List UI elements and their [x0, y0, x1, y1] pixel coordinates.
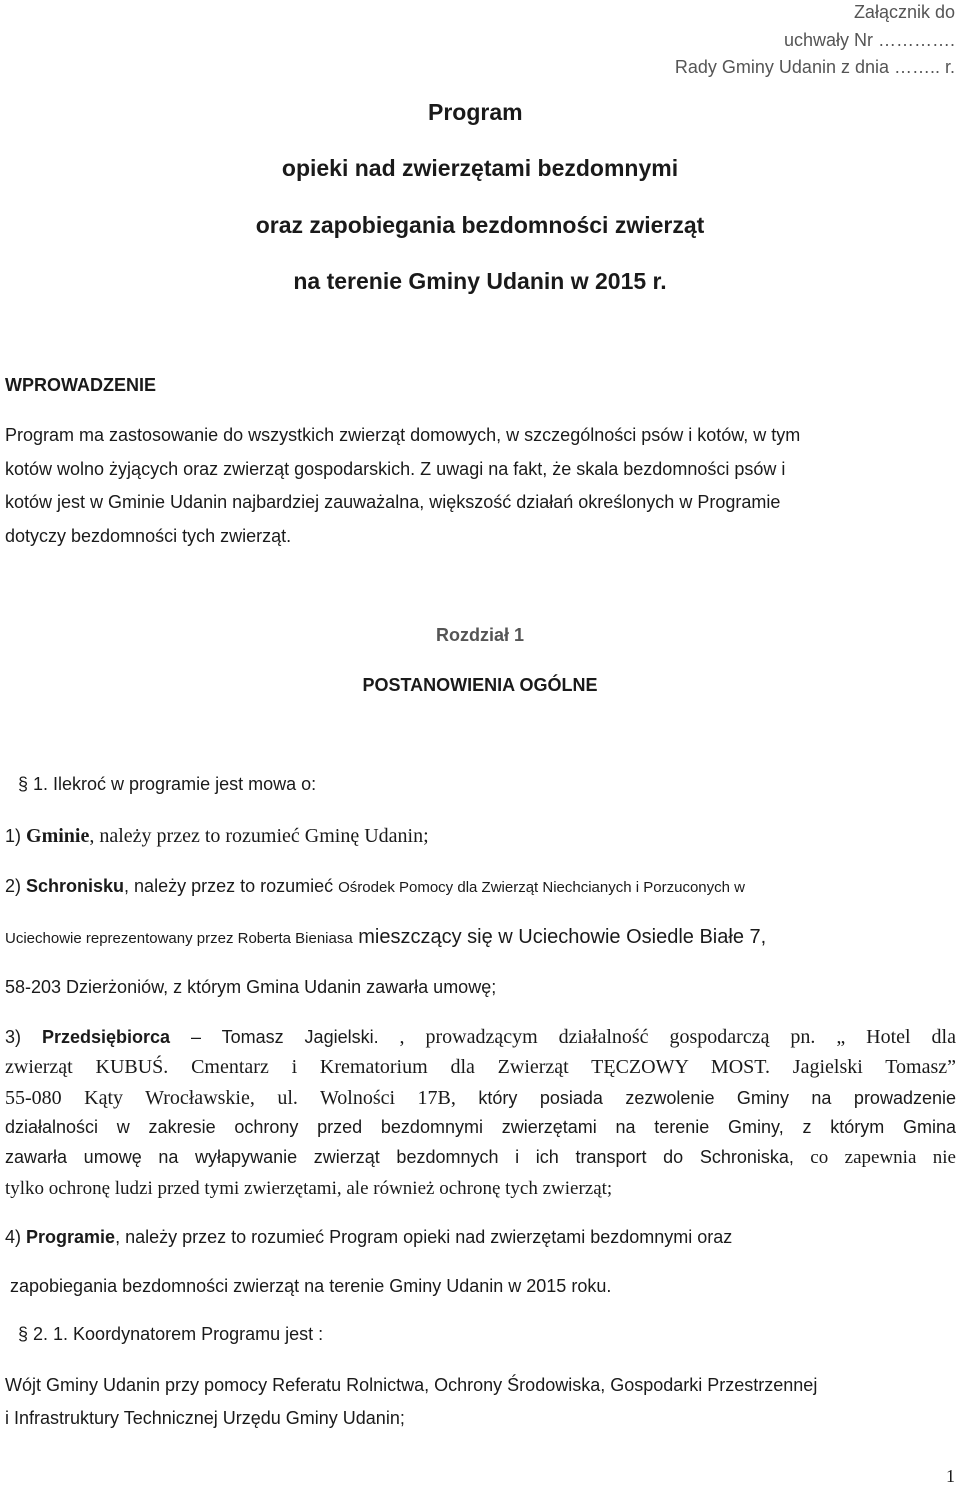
definition-3-line-4: działalności w zakresie ochrony przed bezdomnymi zwierzętami na terenie Gminy, z którym Gmina — [5, 1117, 956, 1137]
definition-2-address: mieszczący się w Uciechowie Osiedle Białe 7, — [352, 926, 767, 948]
definition-2 — [5, 876, 745, 897]
attachment-line-1: Załącznik do — [853, 2, 955, 22]
definition-3-term: Przedsiębiorca — [41, 1027, 171, 1047]
attachment-line-3: Rady Gminy Udanin z dnia …….. r. — [674, 57, 955, 77]
definition-2-line-3: 58-203 Dzierżoniów, z którym Gmina Udanin zawarła umowę; — [5, 977, 497, 997]
definition-4-text: , należy przez to rozumieć Program opieki nad zwierzętami bezdomnymi oraz — [115, 1227, 733, 1247]
title-line-2: opieki nad zwierzętami bezdomnymi — [281, 155, 679, 181]
definition-3-number: 3) — [5, 1027, 42, 1047]
definition-3-contract: zawarła umowę na wyłapywanie zwierząt bezdomnych i ich transport do Schroniska, — [5, 1147, 794, 1167]
definition-4 — [5, 1227, 732, 1248]
definition-3-business: , prowadzącym działalność gospodarczą pn. „ Hotel dla — [378, 1026, 956, 1048]
intro-line-3: kotów jest w Gminie Udanin najbardziej zauważalna, większość działań określonych w Programie — [5, 492, 781, 512]
definition-2-shelter-rep: Uciechowie reprezentowany przez Roberta Bieniasa — [5, 930, 353, 947]
intro-line-2: kotów wolno żyjących oraz zwierząt gospodarskich. Z uwagi na fakt, że skala bezdomności psów i — [5, 459, 786, 479]
definition-4-line-2: zapobiegania bezdomności zwierząt na terenie Gminy Udanin w 2015 roku. — [5, 1276, 612, 1296]
chapter-title: POSTANOWIENIA OGÓLNE — [362, 675, 598, 695]
definition-4-number: 4) — [5, 1227, 27, 1247]
title-program: Program — [428, 99, 523, 125]
intro-line-4: dotyczy bezdomności tych zwierząt. — [5, 526, 292, 546]
paragraph-2-intro: § 2. 1. Koordynatorem Programu jest : — [18, 1324, 324, 1344]
definition-3-permit: który posiada zezwolenie Gminy na prowadzenie — [455, 1088, 956, 1108]
page-number: 1 — [946, 1466, 955, 1486]
definition-1-text: , należy przez to rozumieć Gminę Udanin; — [89, 825, 429, 847]
title-line-3: oraz zapobiegania bezdomności zwierząt — [255, 212, 705, 238]
definition-3-address: 55-080 Kąty Wrocławskie, ul. Wolności 17B, — [5, 1087, 456, 1109]
definition-4-term: Programie — [26, 1227, 116, 1247]
definition-3 — [5, 1026, 956, 1049]
definition-3-line-2: zwierząt KUBUŚ. Cmentarz i Krematorium dla Zwierząt TĘCZOWY MOST. Jagielski Tomasz” — [5, 1056, 956, 1078]
title-line-4: na terenie Gminy Udanin w 2015 r. — [293, 268, 667, 294]
paragraph-1-intro: § 1. Ilekroć w programie jest mowa o: — [18, 774, 317, 794]
definition-3-protection: co zapewnia nie — [793, 1147, 956, 1168]
attachment-line-2: uchwały Nr …………. — [783, 30, 955, 50]
definition-3-line-3 — [5, 1087, 956, 1110]
definition-2-line-2 — [5, 926, 766, 949]
definition-1-term: Gminie — [26, 825, 90, 847]
definition-1-number: 1) — [5, 826, 27, 846]
definition-2-number: 2) — [5, 876, 27, 896]
definition-2-shelter-name: Ośrodek Pomocy dla Zwierząt Niechcianych i Porzuconych w — [338, 879, 745, 896]
definition-3-line-5 — [5, 1147, 956, 1169]
paragraph-2-line-1: Wójt Gminy Udanin przy pomocy Referatu Rolnictwa, Ochrony Środowiska, Gospodarki Przestrzennej — [5, 1375, 818, 1395]
intro-heading: WPROWADZENIE — [5, 375, 156, 395]
definition-1 — [5, 825, 429, 848]
definition-3-line-6: tylko ochronę ludzi przed tymi zwierzętami, ale również ochronę tych zwierząt; — [5, 1178, 613, 1199]
paragraph-2-line-2: i Infrastruktury Technicznej Urzędu Gminy Udanin; — [5, 1408, 405, 1428]
definition-2-text: , należy przez to rozumieć — [124, 876, 339, 896]
intro-line-1: Program ma zastosowanie do wszystkich zwierząt domowych, w szczególności psów i kotów, w tym — [5, 425, 801, 445]
definition-3-name: – Tomasz Jagielski. — [170, 1027, 379, 1047]
definition-2-term: Schronisku — [26, 876, 125, 896]
chapter-label: Rozdział 1 — [435, 625, 524, 645]
